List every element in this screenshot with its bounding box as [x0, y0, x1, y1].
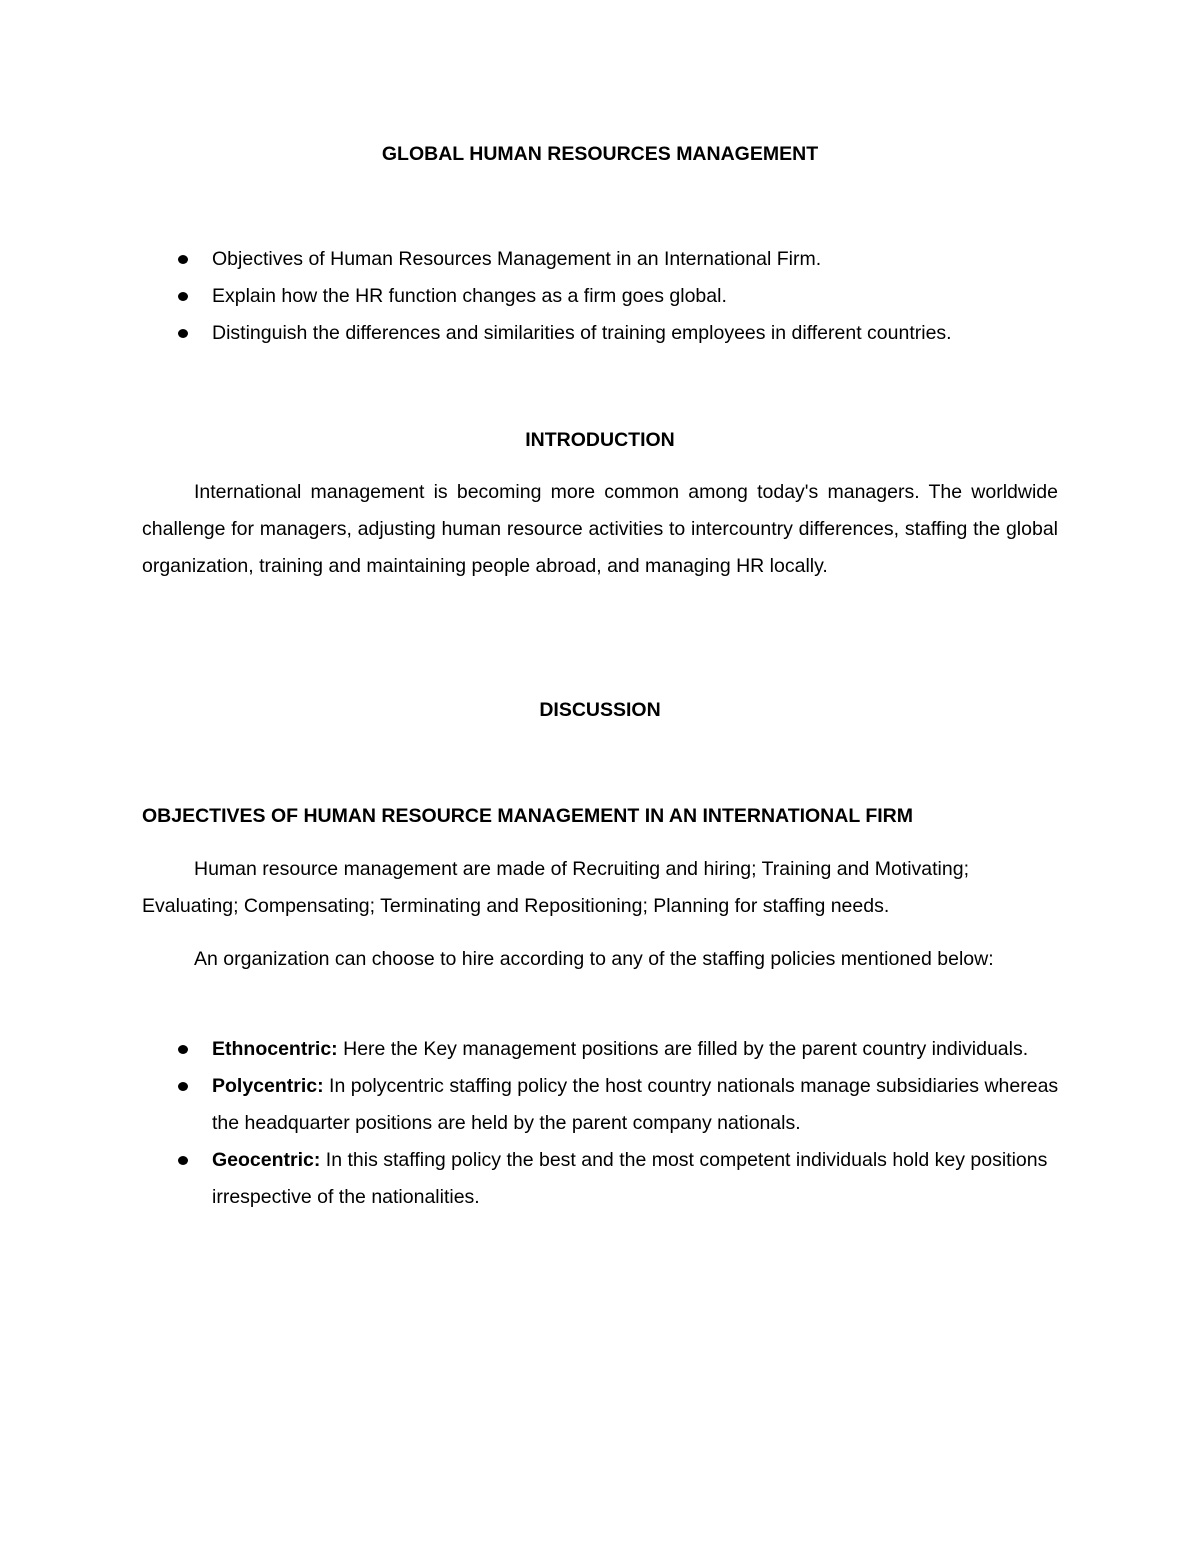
staffing-policies-list: [142, 1031, 1062, 1216]
introduction-text: International management is becoming more common among today's managers. The worldwide challenge for managers, adjusting human resource activities to intercountry differences, staffing the global organization, training and maintaining people abroad, and managing HR locally.: [142, 481, 1058, 577]
bullet-icon: [178, 292, 188, 301]
hrm-paragraph: [142, 851, 1058, 925]
hrm-text: Human resource management are made of Recruiting and hiring; Training and Motivating; Evaluating; Compensating; Terminating and Repositioning; Planning for staffing needs.: [142, 858, 970, 917]
list-item: [142, 278, 1062, 315]
list-item: [142, 315, 1062, 352]
policy-term: Ethnocentric:: [212, 1038, 338, 1060]
policy-term: Polycentric:: [212, 1075, 324, 1097]
bullet-icon: [178, 1082, 188, 1091]
objectives-section-heading: OBJECTIVES OF HUMAN RESOURCE MANAGEMENT IN AN INTERNATIONAL FIRM: [142, 805, 913, 827]
list-item: [142, 241, 1062, 278]
list-item: [142, 1142, 1062, 1216]
introduction-paragraph: [142, 474, 1058, 585]
objective-text: Distinguish the differences and similarities of training employees in different countries.: [212, 322, 952, 344]
objective-text: Objectives of Human Resources Management in an International Firm.: [212, 248, 822, 270]
discussion-heading: DISCUSSION: [539, 699, 661, 721]
document-title: GLOBAL HUMAN RESOURCES MANAGEMENT: [381, 143, 819, 165]
list-item: [142, 1068, 1062, 1142]
bullet-icon: [178, 329, 188, 338]
policy-description: Here the Key management positions are filled by the parent country individuals.: [337, 1038, 1029, 1060]
bullet-icon: [178, 1156, 188, 1165]
staffing-paragraph: [142, 941, 1058, 978]
list-item: [142, 1031, 1062, 1068]
staffing-text: An organization can choose to hire according to any of the staffing policies mentioned below:: [194, 948, 994, 970]
policy-description: In this staffing policy the best and the most competent individuals hold key positions irrespective of the nationalities.: [212, 1149, 1048, 1208]
bullet-icon: [178, 255, 188, 264]
policy-description: In polycentric staffing policy the host country nationals manage subsidiaries whereas the headquarter positions are held by the parent company nationals.: [212, 1075, 1059, 1134]
bullet-icon: [178, 1045, 188, 1054]
objectives-list: [142, 241, 1062, 352]
introduction-heading: INTRODUCTION: [525, 429, 675, 451]
objective-text: Explain how the HR function changes as a firm goes global.: [212, 285, 727, 307]
policy-term: Geocentric:: [212, 1149, 321, 1171]
